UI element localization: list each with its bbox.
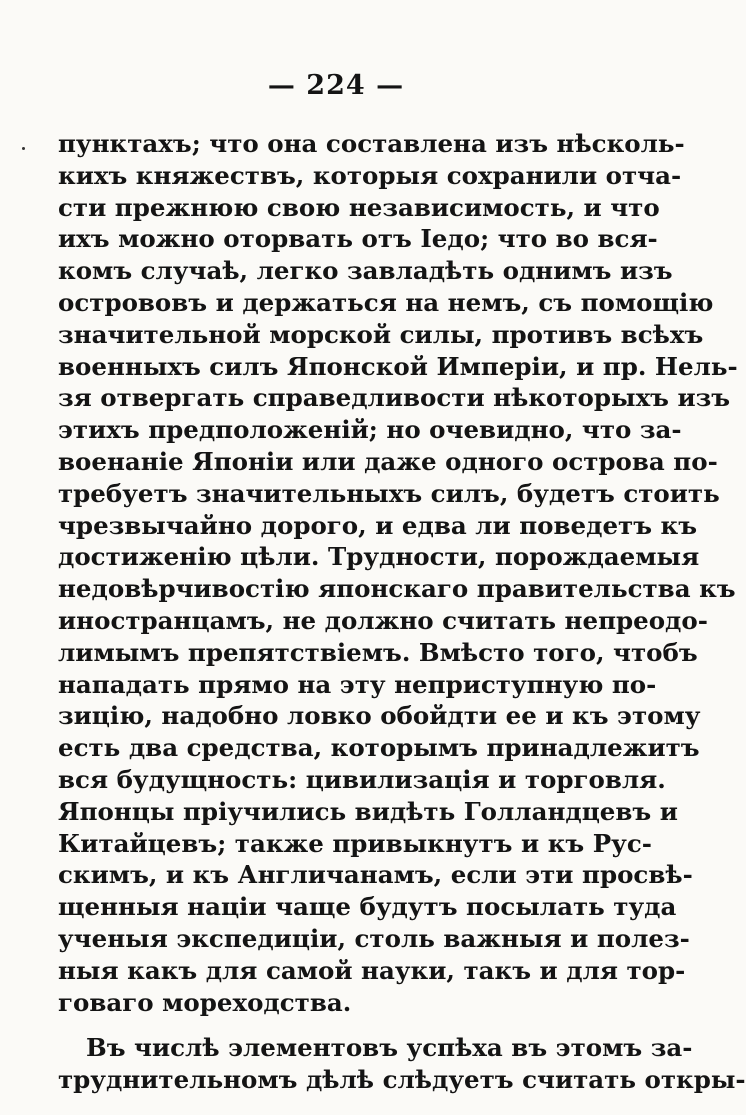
text-line: пунктахъ; что она составлена изъ нѣсколь- <box>58 129 685 158</box>
text-line: нападать прямо на эту неприступную по- <box>58 669 657 699</box>
text-line: комъ случаѣ, легко завладѣть однимъ изъ <box>58 256 673 286</box>
text-line: требуетъ значительныхъ силъ, будетъ стоить <box>58 478 720 508</box>
body-text <box>58 128 746 1096</box>
text-line: кихъ княжествъ, которыя сохранили отча- <box>58 160 682 190</box>
text-line: лимымъ препятствіемъ. Вмѣсто того, чтобъ <box>58 637 698 667</box>
text-line: этихъ предположеній; но очевидно, что за- <box>58 415 682 445</box>
text-line: иностранцамъ, не должно считать непреодо- <box>58 605 708 635</box>
text-line: есть два средства, которымъ принадлежитъ <box>58 733 700 763</box>
paragraph-gap <box>58 1018 610 1032</box>
text-line: чрезвычайно дорого, и едва ли поведетъ къ <box>58 510 698 540</box>
text-line: зицію, надобно ловко обойдти ее и къ этому <box>58 701 701 731</box>
text-line: ихъ можно оторвать отъ Іедо; что во вся- <box>58 224 658 254</box>
text-line: Японцы пріучились видѣть Голландцевъ и <box>58 796 678 826</box>
text-line: военныхъ силъ Японской Имперіи, и пр. Нель- <box>58 351 738 381</box>
text-line: ученыя экспедиціи, столь важныя и полез- <box>58 923 690 953</box>
text-line: вся будущность: цивилизація и торговля. <box>58 764 666 794</box>
margin-mark <box>22 147 25 150</box>
text-line: скимъ, и къ Англичанамъ, если эти просвѣ- <box>58 860 693 890</box>
text-line: труднительномъ дѣлѣ слѣдуетъ считать откры- <box>58 1065 746 1095</box>
text-line: зя отвергать справедливости нѣкоторыхъ изъ <box>58 383 731 413</box>
text-line: недовѣрчивостію японскаго правительства къ <box>58 574 736 604</box>
text-line: Въ числѣ элементовъ успѣха въ этомъ за- <box>86 1033 693 1063</box>
text-line: говаго мореходства. <box>58 987 352 1017</box>
paragraph-2 <box>58 1032 746 1096</box>
text-line: сти прежнюю свою независимость, и что <box>58 192 660 222</box>
text-line: ныя какъ для самой науки, такъ и для тор- <box>58 955 686 985</box>
paragraph-1 <box>58 128 738 1018</box>
text-line: военаніе Японіи или даже одного острова по- <box>58 446 718 476</box>
page-number: — 224 — <box>267 70 405 101</box>
text-line: достиженію цѣли. Трудности, порождаемыя <box>58 542 700 572</box>
text-line: острововъ и держаться на немъ, съ помощію <box>58 287 714 317</box>
text-line: щенныя націи чаще будутъ посылать туда <box>58 892 677 922</box>
text-line: Китайцевъ; также привыкнутъ и къ Рус- <box>58 828 652 858</box>
text-line: значительной морской силы, противъ всѣхъ <box>58 319 704 349</box>
